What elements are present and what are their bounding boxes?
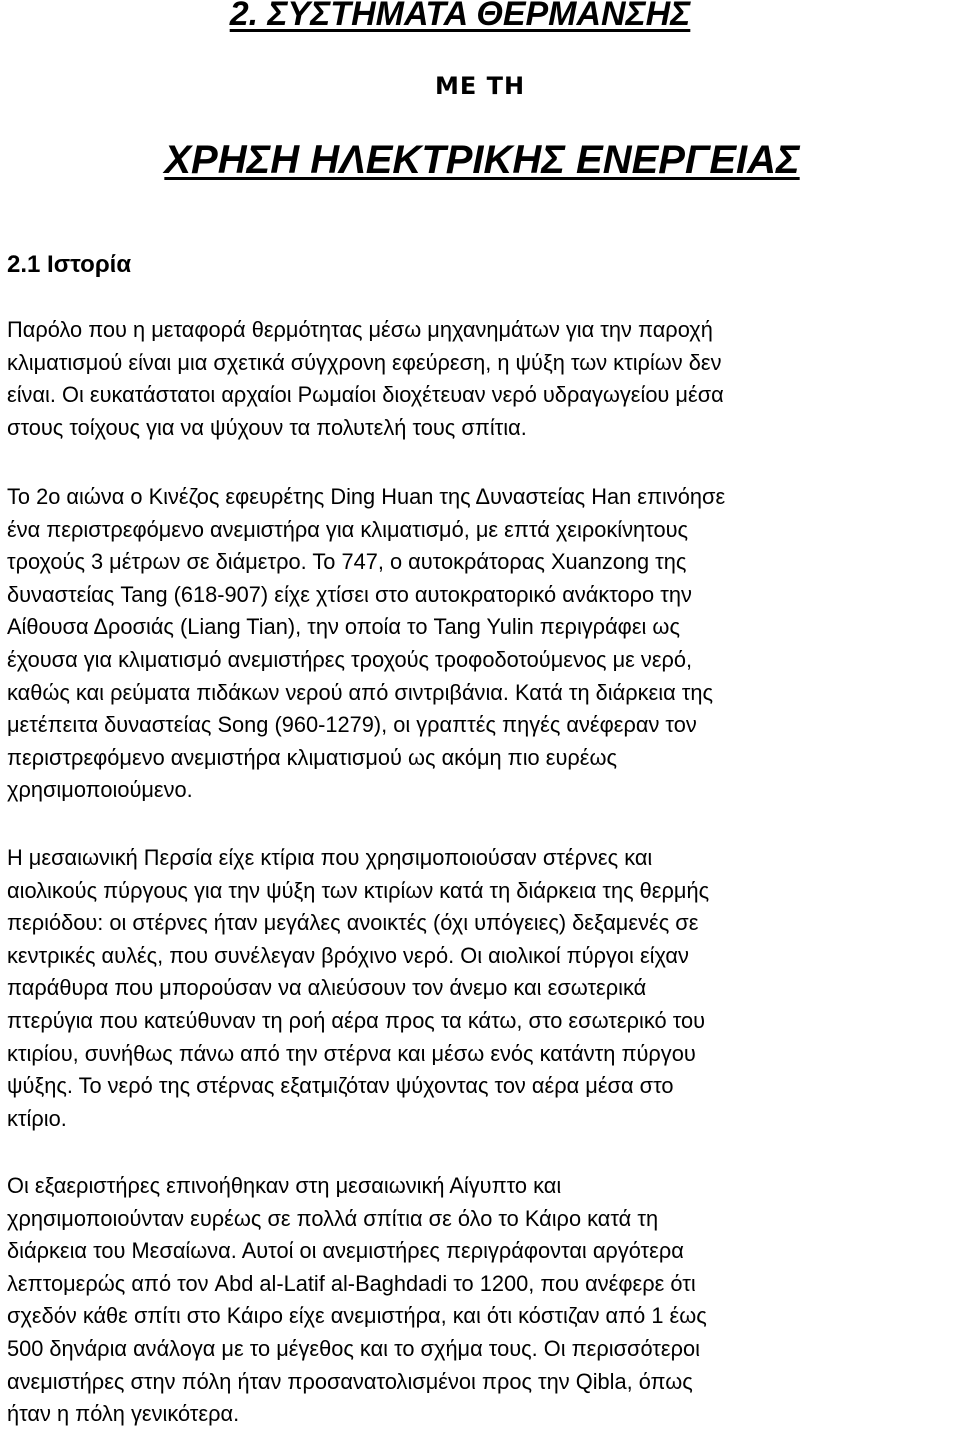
chapter-title-line-1: 2. ΣΥΣΤΗΜΑΤΑ ΘΕΡΜΑΝΣΗΣ <box>229 0 691 33</box>
paragraph-line: κτίριο. <box>7 1105 67 1131</box>
paragraph-line: Το 2ο αιώνα ο Κινέζος εφευρέτης Ding Huan της Δυναστείας Han επινόησε <box>7 484 726 509</box>
paragraph-2 <box>7 481 959 807</box>
paragraph-line: ψύξης. Το νερό της στέρνας εξατμιζόταν ψύχοντας τον αέρα μέσα στο <box>7 1073 674 1099</box>
paragraph-line: περιστρεφόμενο ανεμιστήρα κλιματισμού ως ακόμη πιο ευρέως <box>7 744 618 770</box>
paragraph-3 <box>7 842 959 1135</box>
paragraph-line: διάρκεια του Μεσαίωνα. Αυτοί οι ανεμιστήρες περιγράφονται αργότερα <box>7 1238 684 1264</box>
paragraph-line: χρησιμοποιούμενο. <box>7 777 193 803</box>
paragraph-line: περιόδου: οι στέρνες ήταν μεγάλες ανοικτές (όχι υπόγειες) δεξαμενές σε <box>7 910 699 936</box>
paragraph-line: ήταν η πόλη γενικότερα. <box>7 1401 240 1427</box>
paragraph-line: είναι. Οι ευκατάστατοι αρχαίοι Ρωμαίοι διοχέτευαν νερό υδραγωγείου μέσα <box>7 382 724 408</box>
chapter-title-line-3: ΧΡΗΣΗ ΗΛΕΚΤΡΙΚΗΣ ΕΝΕΡΓΕΙΑΣ <box>164 138 800 182</box>
paragraph-line: Αίθουσα Δροσιάς (Liang Tian), την οποία το Tang Yulin περιγράφει ως <box>7 614 680 640</box>
paragraph-line: χρησιμοποιούνταν ευρέως σε πολλά σπίτια σε όλο το Κάιρο κατά τη <box>7 1205 659 1231</box>
paragraph-line: ένα περιστρεφόμενο ανεμιστήρα για κλιματισμό, με επτά χειροκίνητους <box>7 516 688 542</box>
paragraph-line: Οι εξαεριστήρες επινοήθηκαν στη μεσαιωνική Αίγυπτο και <box>7 1173 562 1198</box>
paragraph-line: ανεμιστήρες στην πόλη ήταν προσανατολισμένοι προς την Qibla, όπως <box>7 1368 693 1394</box>
paragraph-line: τροχούς 3 μέτρων σε διάμετρο. Το 747, ο αυτοκράτορας Xuanzong της <box>7 549 687 575</box>
paragraph-line: παράθυρα που μπορούσαν να αλιεύσουν τον άνεμο και εσωτερικά <box>7 975 647 1001</box>
paragraph-line: μετέπειτα δυναστείας Song (960-1279), οι γραπτές πηγές ανέφεραν τον <box>7 712 697 738</box>
paragraph-line: Παρόλο που η μεταφορά θερμότητας μέσω μηχανημάτων για την παροχή <box>7 317 713 342</box>
paragraph-4 <box>7 1170 959 1431</box>
paragraph-line: έχουσα για κλιματισμό ανεμιστήρες τροχούς τροφοδοτούμενος με νερό, <box>7 646 693 672</box>
paragraph-line: σχεδόν κάθε σπίτι στο Κάιρο είχε ανεμιστήρα, και ότι κόστιζαν από 1 έως <box>7 1303 707 1329</box>
paragraph-1 <box>7 314 959 444</box>
section-heading: 2.1 Ιστορία <box>7 251 132 278</box>
paragraph-line: αιολικούς πύργους για την ψύξη των κτιρίων κατά τη διάρκεια της θερμής <box>7 877 710 903</box>
paragraph-line: κεντρικές αυλές, που συνέλεγαν βρόχινο νερό. Οι αιολικοί πύργοι είχαν <box>7 942 689 968</box>
paragraph-line: κτιρίου, συνήθως πάνω από την στέρνα και μέσω ενός κατάντη πύργου <box>7 1040 696 1066</box>
paragraph-line: στους τοίχους για να ψύχουν τα πολυτελή τους σπίτια. <box>7 414 527 440</box>
chapter-title-line-2: ΜΕ ΤΗ <box>434 72 526 100</box>
paragraph-line: καθώς και ρεύματα πιδάκων νερού από σιντριβάνια. Κατά τη διάρκεια της <box>7 679 713 705</box>
paragraph-line: 500 δηνάρια ανάλογα με το μέγεθος και το σχήμα τους. Οι περισσότεροι <box>7 1335 700 1361</box>
paragraph-line: λεπτομερώς από τον Abd al-Latif al-Baghdadi το 1200, που ανέφερε ότι <box>7 1270 696 1296</box>
paragraph-line: δυναστείας Tang (618-907) είχε χτίσει στο αυτοκρατορικό ανάκτορο την <box>7 581 692 607</box>
paragraph-line: πτερύγια που κατεύθυναν τη ροή αέρα προς τα κάτω, στο εσωτερικό του <box>7 1007 706 1033</box>
paragraph-line: κλιματισμού είναι μια σχετικά σύγχρονη εφεύρεση, η ψύξη των κτιρίων δεν <box>7 349 722 375</box>
paragraph-line: Η μεσαιωνική Περσία είχε κτίρια που χρησιμοποιούσαν στέρνες και <box>7 845 653 870</box>
